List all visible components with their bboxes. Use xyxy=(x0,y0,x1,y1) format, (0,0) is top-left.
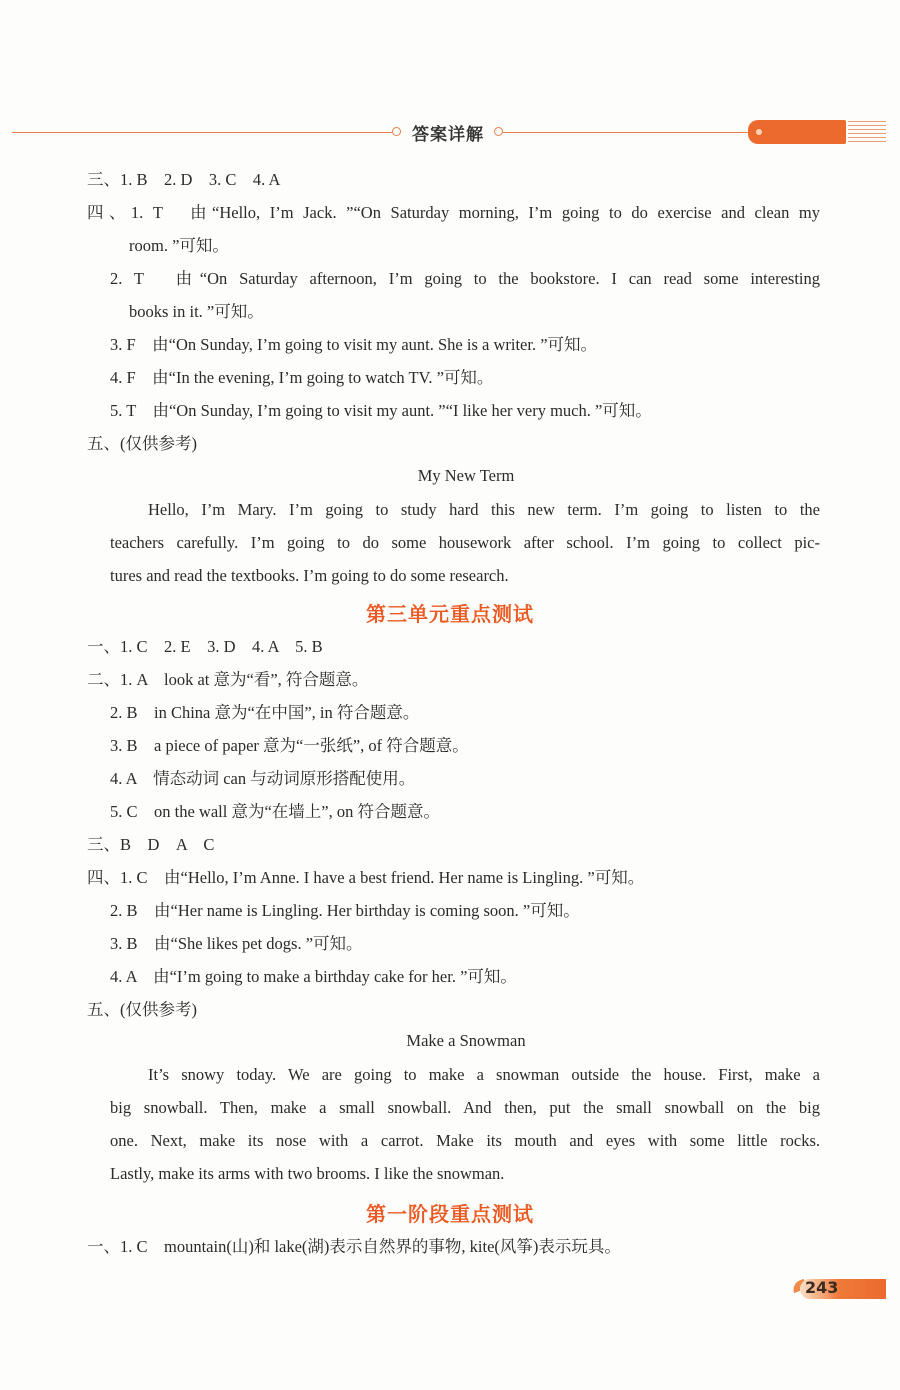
answer-line: tures and read the textbooks. I’m going to do some research. xyxy=(110,566,509,585)
header-rule-right xyxy=(503,132,753,133)
answer-line: teachers carefully. I’m going to do some housework after school. I’m going to collect pic- xyxy=(110,533,820,552)
header-title: 答案详解 xyxy=(412,125,484,145)
answer-line: It’s snowy today. We are going to make a snowman outside the house. First, make a xyxy=(148,1065,820,1084)
answer-line: 三、1. B 2. D 3. C 4. A xyxy=(87,170,281,189)
answer-line: room. ”可知。 xyxy=(129,236,229,255)
answer-line: 3. F 由“On Sunday, I’m going to visit my aunt. She is a writer. ”可知。 xyxy=(110,335,598,354)
answer-line: Hello, I’m Mary. I’m going to study hard this new term. I’m going to listen to the xyxy=(148,500,820,519)
answer-line: 2. B in China 意为“在中国”, in 符合题意。 xyxy=(110,703,420,722)
answer-line: 2. T 由“On Saturday afternoon, I’m going to the bookstore. I can read some interesting xyxy=(110,269,820,288)
answer-line: 5. T 由“On Sunday, I’m going to visit my aunt. ”“I like her very much. ”可知。 xyxy=(110,401,652,420)
header-tab-dot xyxy=(756,129,762,135)
answer-line: 4. A 由“I’m going to make a birthday cake for her. ”可知。 xyxy=(110,967,517,986)
header-ornament-left xyxy=(392,127,401,136)
essay-title: My New Term xyxy=(417,466,515,485)
answer-line: 2. B 由“Her name is Lingling. Her birthday is coming soon. ”可知。 xyxy=(110,901,580,920)
answer-line: 4. F 由“In the evening, I’m going to watch TV. ”可知。 xyxy=(110,368,494,387)
answer-line: 五、(仅供参考) xyxy=(87,1000,197,1019)
answer-line: books in it. ”可知。 xyxy=(129,302,264,321)
header-rule-left xyxy=(12,132,392,133)
answer-line: 四、1. T 由“Hello, I’m Jack. ”“On Saturday morning, I’m going to do exercise and clean my xyxy=(87,203,820,222)
header-tab xyxy=(748,120,846,144)
answer-line: 二、1. A look at 意为“看”, 符合题意。 xyxy=(87,670,369,689)
answer-line: 3. B a piece of paper 意为“一张纸”, of 符合题意。 xyxy=(110,736,469,755)
answer-line: Lastly, make its arms with two brooms. I like the snowman. xyxy=(110,1164,505,1183)
answer-line: 三、B D A C xyxy=(87,835,215,854)
page-number: 243 xyxy=(805,1278,839,1297)
answer-line: one. Next, make its nose with a carrot. Make its mouth and eyes with some little rocks. xyxy=(110,1131,820,1150)
answer-line: 一、1. C 2. E 3. D 4. A 5. B xyxy=(87,637,323,656)
header-ornament-right xyxy=(494,127,503,136)
section-title: 第一阶段重点测试 xyxy=(366,1202,534,1226)
header-stripes xyxy=(848,121,886,143)
answer-line: 5. C on the wall 意为“在墙上”, on 符合题意。 xyxy=(110,802,440,821)
answer-line: 五、(仅供参考) xyxy=(87,434,197,453)
answer-line: 四、1. C 由“Hello, I’m Anne. I have a best friend. Her name is Lingling. ”可知。 xyxy=(87,868,645,887)
answer-line: 3. B 由“She likes pet dogs. ”可知。 xyxy=(110,934,363,953)
answer-line: big snowball. Then, make a small snowball. And then, put the small snowball on the big xyxy=(110,1098,820,1117)
section-title: 第三单元重点测试 xyxy=(366,602,534,626)
essay-title: Make a Snowman xyxy=(406,1031,526,1050)
answer-line: 一、1. C mountain(山)和 lake(湖)表示自然界的事物, kite(风筝)表示玩具。 xyxy=(87,1237,621,1256)
answer-line: 4. A 情态动词 can 与动词原形搭配使用。 xyxy=(110,769,416,788)
